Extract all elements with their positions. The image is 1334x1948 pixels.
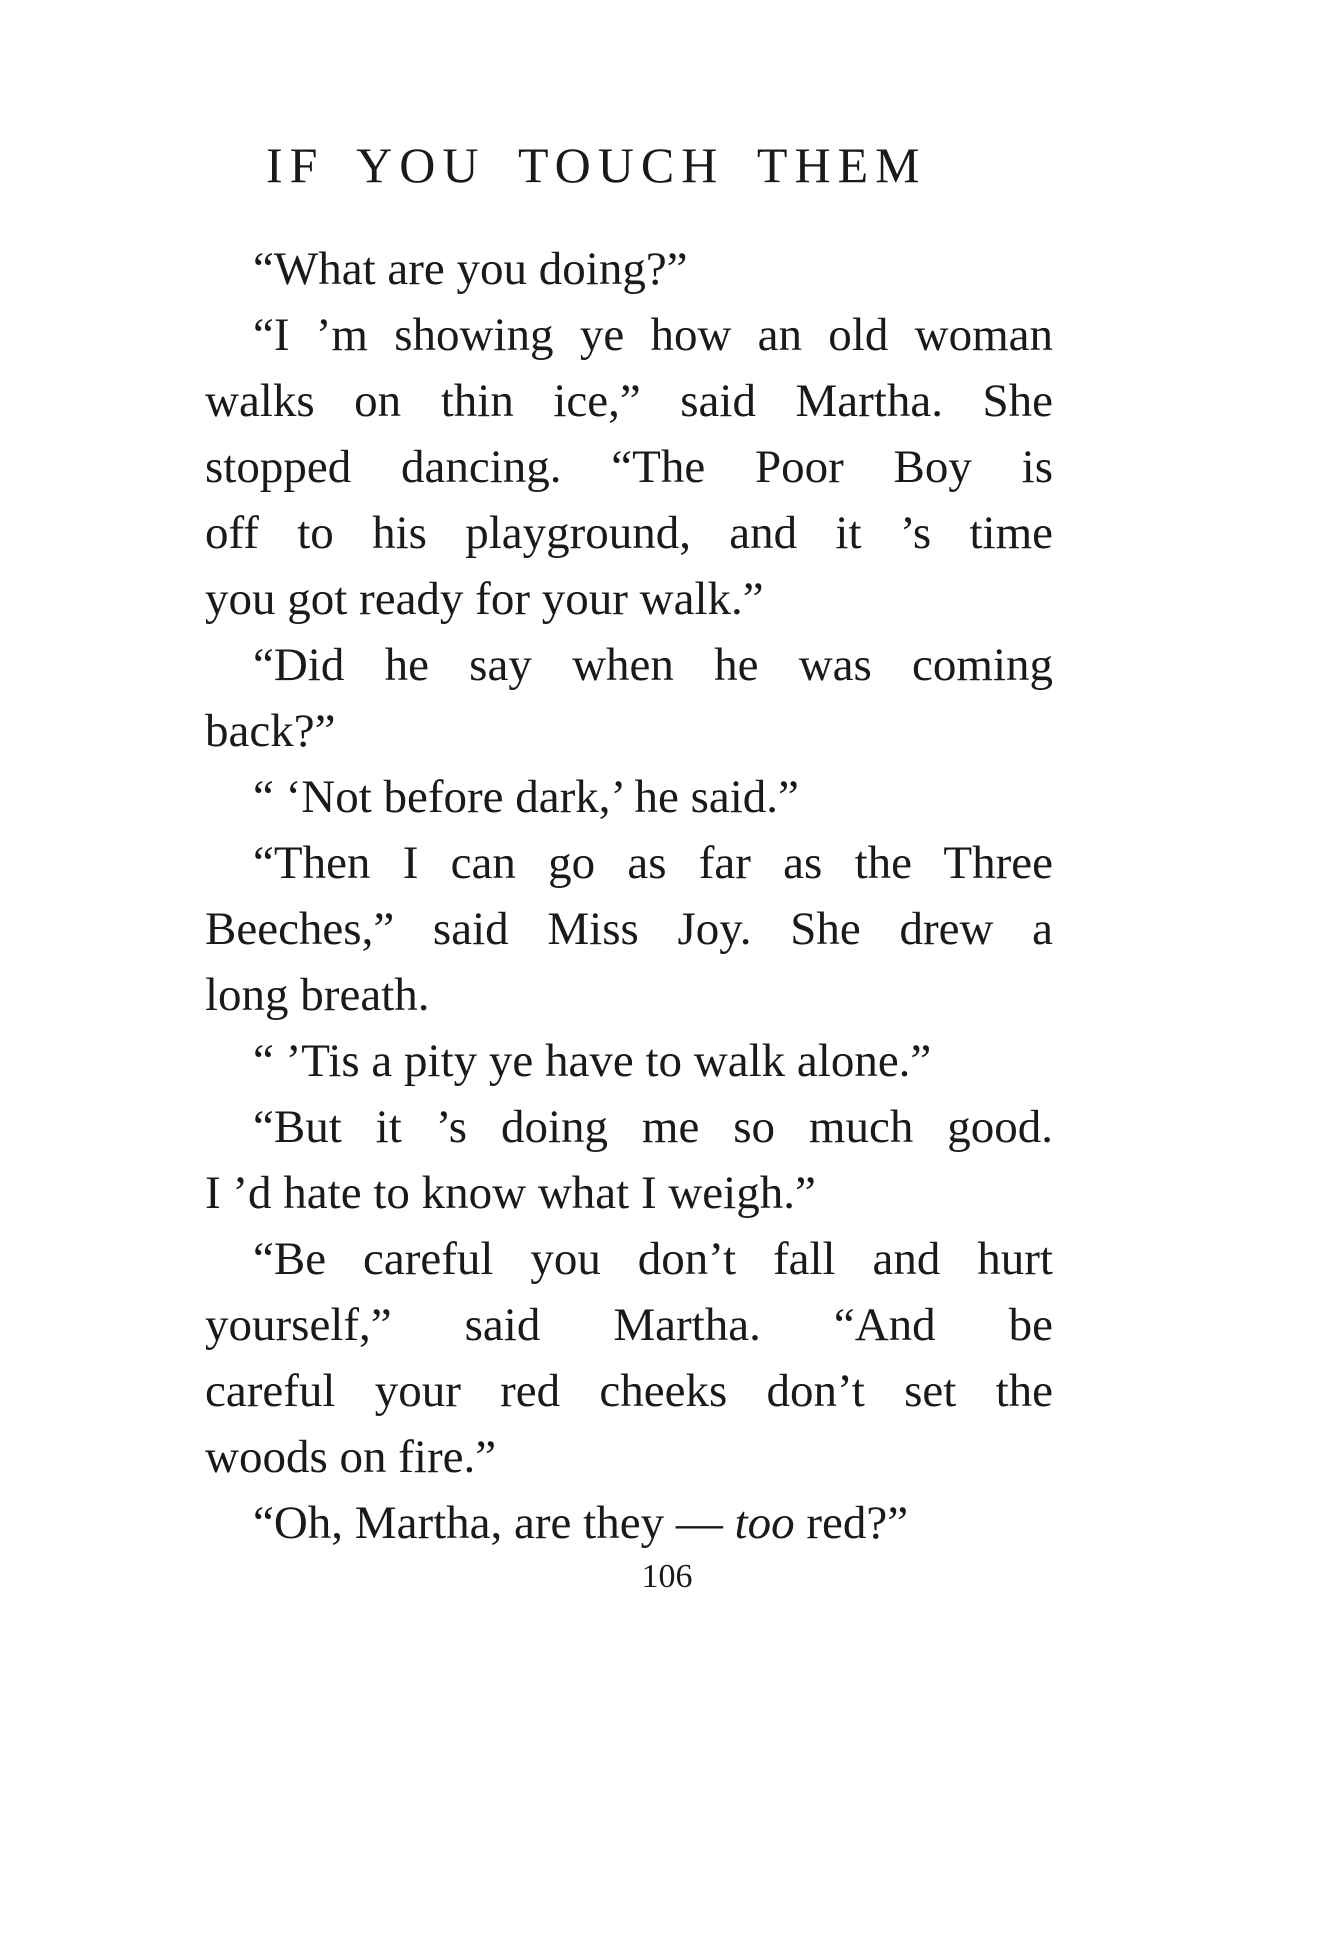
text-line: long breath.: [205, 969, 430, 1021]
italic-word: too: [734, 1497, 795, 1549]
text-line: stopped dancing. “The Poor Boy is: [205, 441, 1053, 493]
text-line: I ’d hate to know what I weigh.”: [205, 1167, 816, 1219]
text-line: Beeches,” said Miss Joy. She drew a: [205, 903, 1053, 955]
text-line: you got ready for your walk.”: [205, 573, 764, 625]
text-line: “I ’m showing ye how an old woman: [253, 309, 1053, 361]
text-line: “Did he say when he was coming: [253, 639, 1053, 691]
text-line: back?”: [205, 705, 336, 757]
text-line: yourself,” said Martha. “And be: [205, 1299, 1053, 1351]
page-number: 106: [641, 1558, 693, 1595]
last-line-end: red?”: [794, 1497, 909, 1549]
text-line: walks on thin ice,” said Martha. She: [205, 375, 1053, 427]
text-line-last: [205, 1490, 1053, 1556]
text-line: “Then I can go as far as the Three: [253, 837, 1053, 889]
body-text: [205, 236, 1053, 1556]
text-line: “ ’Tis a pity ye have to walk alone.”: [253, 1035, 932, 1087]
last-line-start: “Oh, Martha, are they —: [253, 1497, 735, 1549]
text-line: “ ‘Not before dark,’ he said.”: [253, 771, 799, 823]
text-line: “But it ’s doing me so much good.: [253, 1101, 1053, 1153]
text-line: “What are you doing?”: [253, 243, 688, 295]
text-line: careful your red cheeks don’t set the: [205, 1365, 1053, 1417]
text-line: “Be careful you don’t fall and hurt: [253, 1233, 1053, 1285]
text-line: woods on fire.”: [205, 1431, 497, 1483]
running-head: IF YOU TOUCH THEM: [266, 137, 927, 193]
text-line: off to his playground, and it ’s time: [205, 507, 1053, 559]
